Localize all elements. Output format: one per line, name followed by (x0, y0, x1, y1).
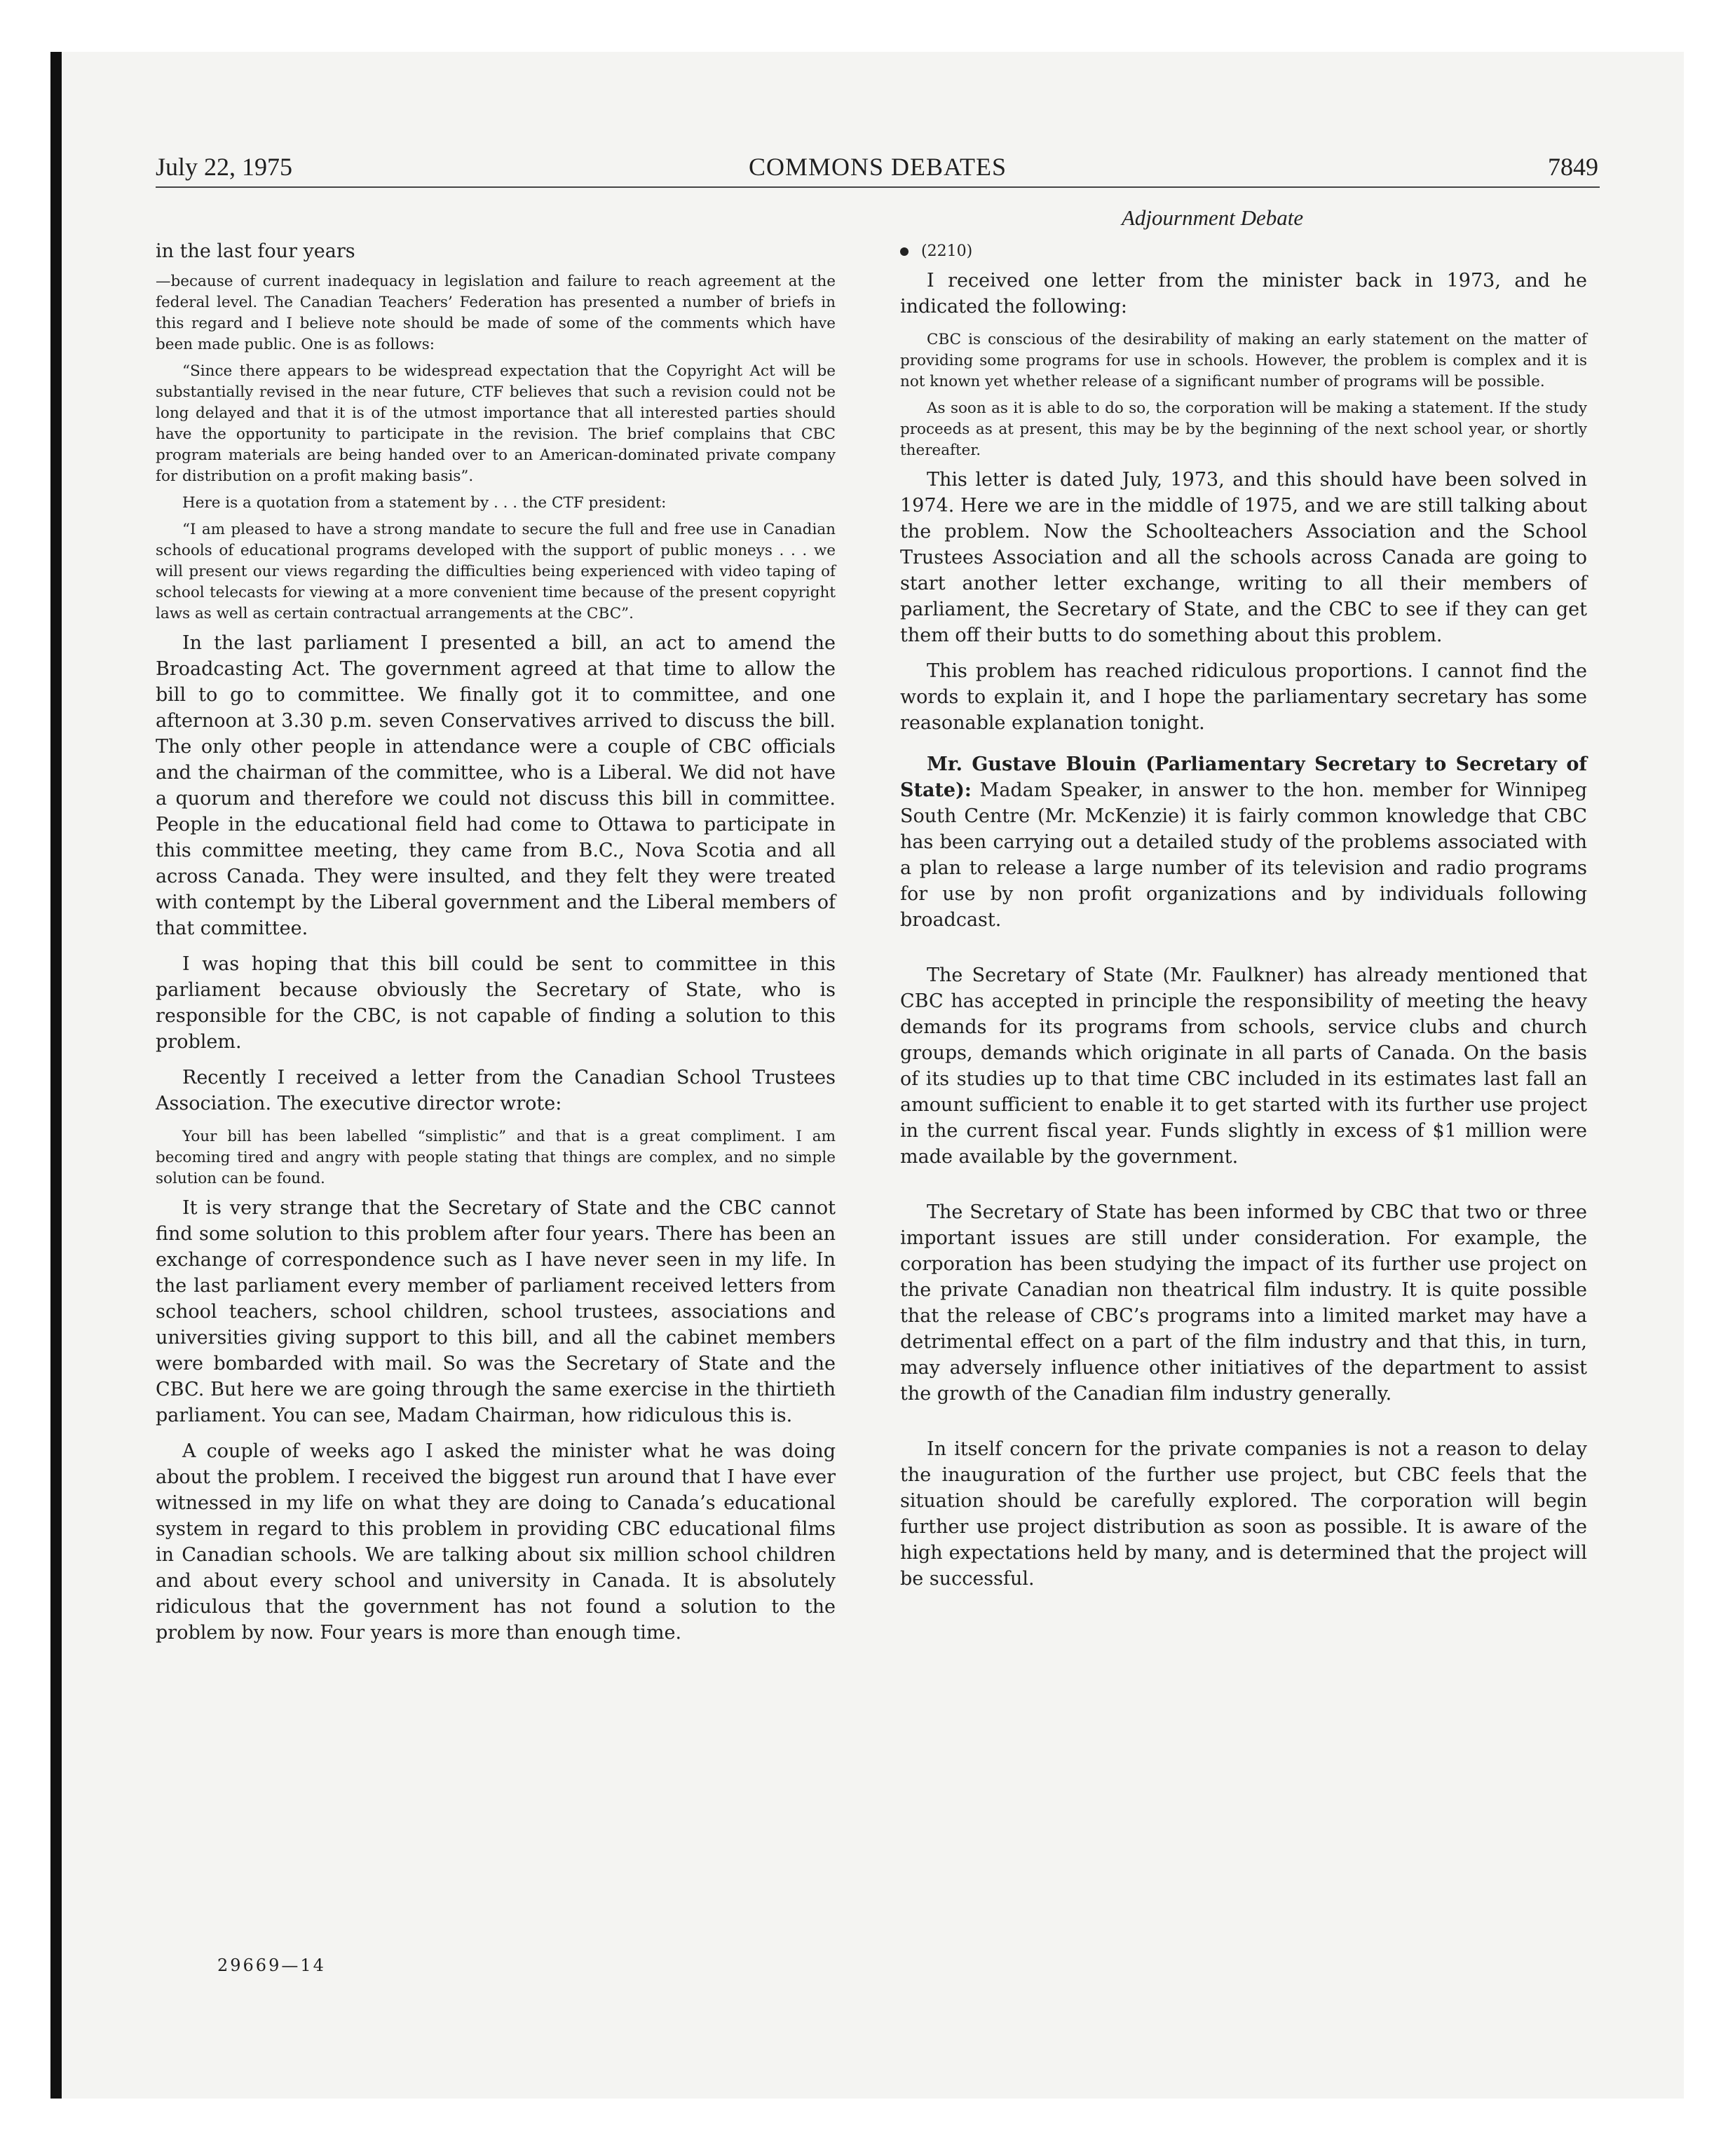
time-marker (900, 241, 1587, 262)
speaker-paragraph (900, 751, 1587, 933)
speaker-remarks: Madam Speaker, in answer to the hon. member for Winnipeg South Centre (Mr. McKenzie) it is fairly common knowledge that CBC has been carrying out a detailed study of the problems associated with a plan to release a large number of its television and radio programs for use by non profit organizations and by individuals following broadcast. (900, 779, 1587, 931)
paragraph: The Secretary of State has been informed by CBC that two or three important issues are still under consideration. For example, the corporation has been studying the impact of its further use project on the private Canadian non theatrical film industry. It is quite possible that the release of CBC’s programs into a limited market may have a detrimental effect on a part of the film industry and that this, in turn, may adversely influence other initiatives of the department to assist the growth of the Canadian film industry generally. (900, 1201, 1587, 1405)
paragraph: A couple of weeks ago I asked the minister what he was doing about the problem. I received the biggest run around that I have ever witnessed in my life on what they are doing to Canada’s educational system in regard to this problem in providing CBC educational films in Canadian schools. We are talking about six million school children and about every school and university in Canada. It is absolutely ridiculous that the government has not found a solution to the problem by now. Four years is more than enough time. (156, 1440, 836, 1644)
block-quote: “I am pleased to have a strong mandate to secure the full and free use in Canadian schools of educational programs developed with the support of public moneys . . . we will present our views regarding the difficulties being experienced with video taping of school telecasts for viewing at a more convenient time because of the present copyright laws as well as certain contractual arrangements at the CBC”. (156, 521, 836, 622)
header-page-number: 7849 (1548, 153, 1598, 181)
header-publication: COMMONS DEBATES (748, 153, 1007, 181)
bullet-icon (900, 247, 909, 256)
paragraph: This letter is dated July, 1973, and this should have been solved in 1974. Here we are in the middle of 1975, and we are still talking about the problem. Now the Schoolteachers Association and the School Trustees Association and all the schools across Canada are going to start another letter exchange, writing to all their members of parliament, the Secretary of State, and the CBC to see if they can get them off their butts to do something about this problem. (900, 469, 1587, 646)
paragraph: In the last parliament I presented a bill, an act to amend the Broadcasting Act. The government agreed at that time to allow the bill to go to committee. We finally got it to committee, and one afternoon at 3.30 p.m. seven Conservatives arrived to discuss the bill. The only other people in attendance were a couple of CBC officials and the chairman of the committee, who is a Liberal. We did not have a quorum and therefore we could not discuss this bill in committee. People in the educational field had come to Ottawa to participate in this committee meeting, they came from B.C., Nova Scotia and all across Canada. They were insulted, and they felt they were treated with contempt by the Liberal government and the Liberal members of that committee. (156, 632, 836, 939)
section-heading: Adjournment Debate (1122, 205, 1304, 230)
block-quote: CBC is conscious of the desirability of making an early statement on the matter of providing some programs for use in schools. However, the problem is complex and it is not known yet whether release of a significant number of programs will be possible. (900, 331, 1587, 390)
paragraph: I received one letter from the minister back in 1973, and he indicated the following: (900, 270, 1587, 318)
speaker-name: Mr. Gustave Blouin (Parliamentary Secretary to Secretary of State): (900, 753, 1587, 801)
block-quote: Your bill has been labelled “simplistic” and that is a great compliment. I am becoming tired and angry with people stating that things are complex, and no simple solution can be found. (156, 1128, 836, 1187)
footer-code: 29669—14 (217, 1956, 326, 1975)
paragraph: It is very strange that the Secretary of State and the CBC cannot find some solution to this problem after four years. There has been an exchange of correspondence such as I have never seen in my life. In the last parliament every member of parliament received letters from school teachers, school children, school trustees, associations and universities giving support to this bill, and all the cabinet members were bombarded with mail. So was the Secretary of State and the CBC. But here we are going through the same exercise in the thirtieth parliament. You can see, Madam Chairman, how ridiculous this is. (156, 1197, 836, 1426)
block-quote: —because of current inadequacy in legislation and failure to reach agreement at the federal level. The Canadian Teachers’ Federation has presented a number of briefs in this regard and I believe note should be made of some of the comments which have been made public. One is as follows: (156, 273, 836, 353)
opening-line: in the last four years (156, 240, 355, 262)
header-date: July 22, 1975 (156, 153, 293, 181)
paragraph: This problem has reached ridiculous proportions. I cannot find the words to explain it, and I hope the parliamentary secretary has some reasonable explanation tonight. (900, 660, 1587, 734)
block-quote: “Since there appears to be widespread expectation that the Copyright Act will be substantially revised in the near future, CTF believes that such a revision could not be long delayed and that it is of the utmost importance that all interested parties should have the opportunity to participate in the revision. The brief complains that CBC program materials are being handed over to an American-dominated private company for distribution on a profit making basis”. (156, 362, 836, 485)
paragraph: In itself concern for the private companies is not a reason to delay the inauguration of the further use project, but CBC feels that the situation should be carefully explored. The corporation will begin further use project distribution as soon as possible. It is aware of the high expectations held by many, and is determined that the project will be successful. (900, 1438, 1587, 1590)
page-header (156, 147, 1600, 188)
left-column (156, 238, 836, 1656)
paragraph: The Secretary of State (Mr. Faulkner) has already mentioned that CBC has accepted in principle the responsibility of meeting the heavy demands for its programs from schools, service clubs and church groups, demands which originate in all parts of Canada. On the basis of its studies up to that time CBC included in its estimates last fall an amount sufficient to enable it to get started with its further use project in the current fiscal year. Funds slightly in excess of $1 million were made available by the government. (900, 964, 1587, 1168)
right-column (900, 238, 1587, 1602)
block-quote: Here is a quotation from a statement by . . . the CTF president: (182, 494, 667, 512)
time-marker-text: (2210) (921, 243, 973, 260)
paragraph: Recently I received a letter from the Canadian School Trustees Association. The executive director wrote: (156, 1067, 836, 1114)
binding-edge (50, 52, 62, 2099)
paragraph: I was hoping that this bill could be sent to committee in this parliament because obviously the Secretary of State, who is responsible for the CBC, is not capable of finding a solution to this problem. (156, 953, 836, 1053)
block-quote: As soon as it is able to do so, the corporation will be making a statement. If the study proceeds as at present, this may be by the beginning of the next school year, or shortly thereafter. (900, 400, 1587, 459)
